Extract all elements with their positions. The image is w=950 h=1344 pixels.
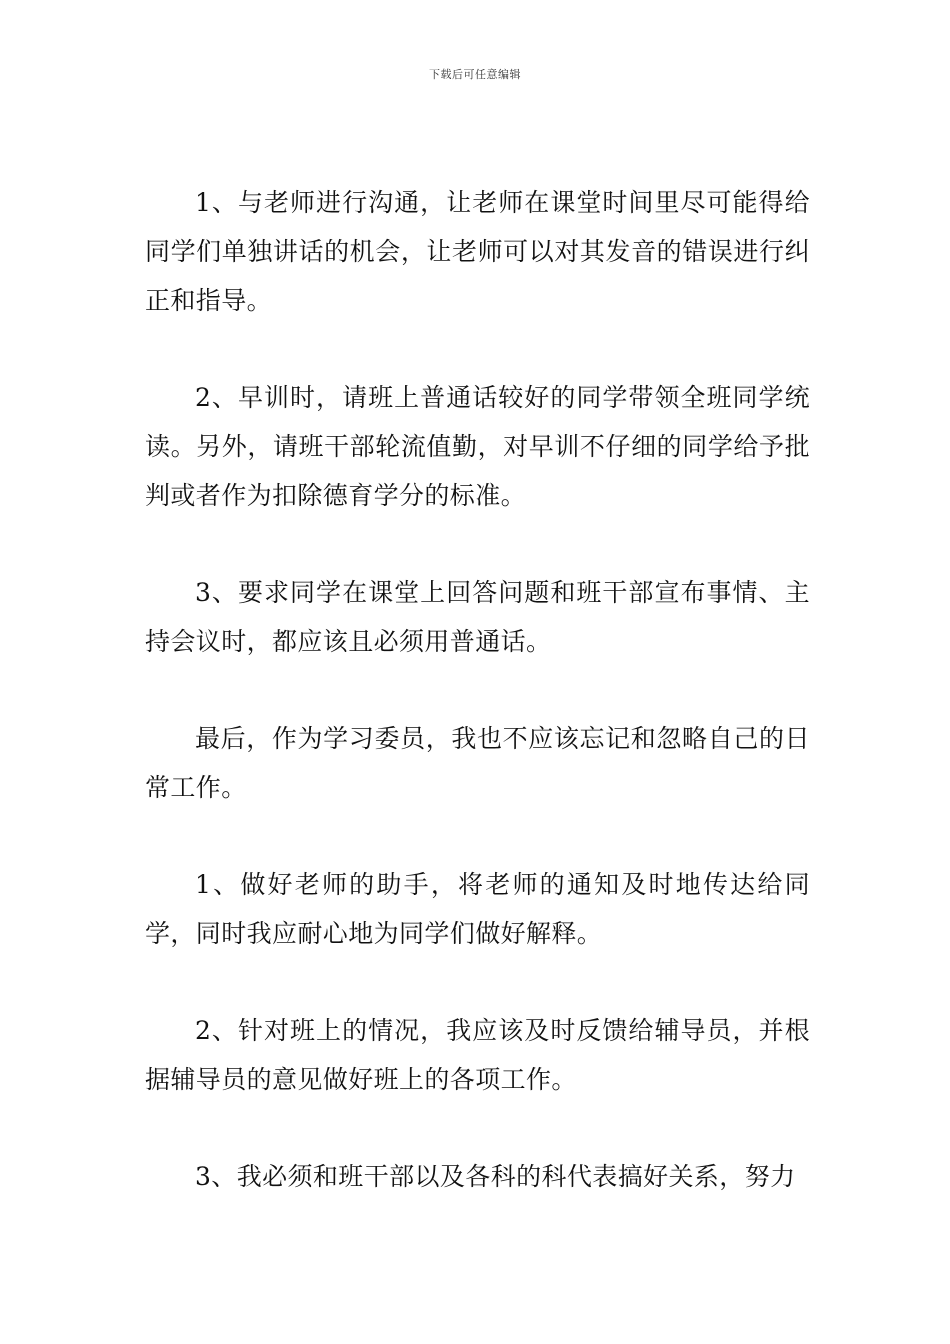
paragraph-7: 3、我必须和班干部以及各科的科代表搞好关系，努力 [195, 1162, 796, 1191]
paragraph-3: 3、要求同学在课堂上回答问题和班干部宣布事情、主持会议时，都应该且必须用普通话。 [145, 578, 810, 656]
page-header: 下载后可任意编辑 [429, 68, 521, 81]
document-body [145, 178, 810, 1249]
paragraph-4: 最后，作为学习委员，我也不应该忘记和忽略自己的日常工作。 [145, 724, 810, 802]
paragraph-1: 1、与老师进行沟通，让老师在课堂时间里尽可能得给同学们单独讲话的机会，让老师可以对其发音的错误进行纠正和指导。 [145, 188, 810, 315]
paragraph-2: 2、早训时，请班上普通话较好的同学带领全班同学统读。另外，请班干部轮流值勤，对早训不仔细的同学给予批判或者作为扣除德育学分的标准。 [145, 383, 810, 510]
paragraph-6: 2、针对班上的情况，我应该及时反馈给辅导员，并根据辅导员的意见做好班上的各项工作。 [145, 1016, 810, 1094]
paragraph-5: 1、做好老师的助手，将老师的通知及时地传达给同学，同时我应耐心地为同学们做好解释。 [145, 870, 810, 948]
